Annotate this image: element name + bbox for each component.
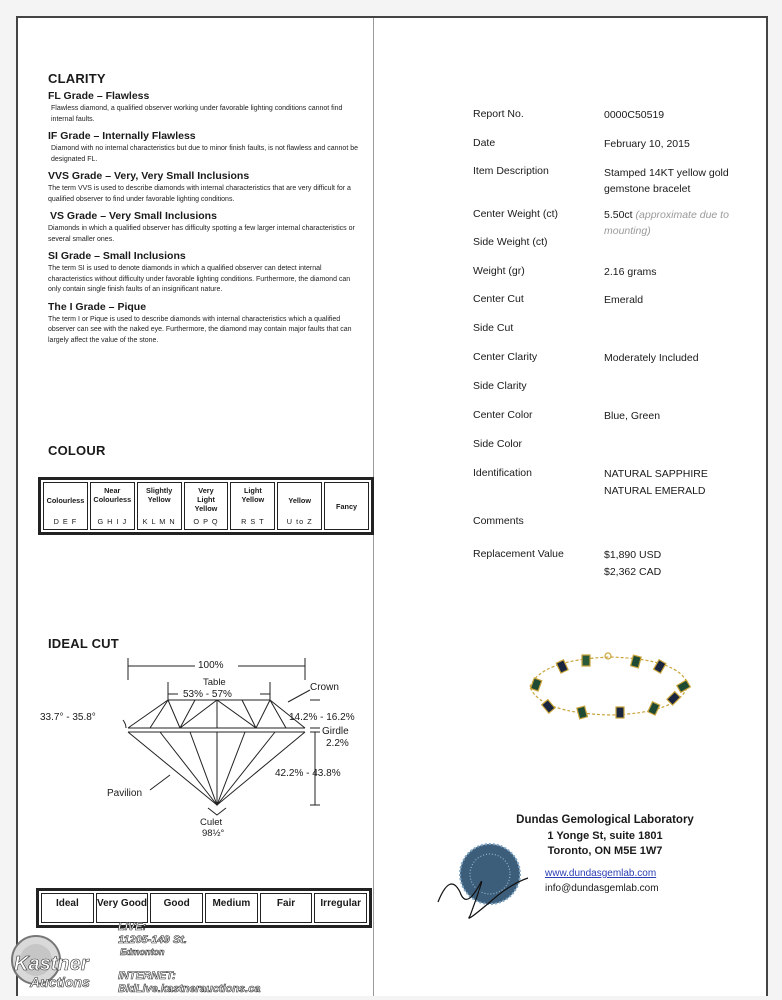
internet-url: BidLive.kastnerauctions.ca bbox=[118, 983, 261, 995]
center-weight-amount: 5.50ct bbox=[604, 209, 633, 221]
colour-cell-label: Light Yellow bbox=[241, 486, 265, 504]
pavilion-depth-label: 42.2% - 43.8% bbox=[275, 768, 341, 779]
side-color-label: Side Color bbox=[473, 438, 523, 450]
girdle-value: 2.2% bbox=[326, 738, 349, 749]
lab-contact bbox=[545, 868, 659, 894]
brand-line1: Kastner bbox=[14, 953, 89, 975]
hologram-seal bbox=[430, 832, 540, 927]
cut-grade-cell: Ideal bbox=[41, 893, 94, 923]
lab-name: Dundas Gemological Laboratory bbox=[516, 814, 694, 826]
brand-line2: Auctions bbox=[30, 974, 90, 990]
clarity-grade-item bbox=[48, 130, 364, 165]
lab-address-line1: 1 Yonge St, suite 1801 bbox=[547, 830, 663, 842]
item-description-label: Item Description bbox=[473, 165, 549, 177]
colour-title: COLOUR bbox=[48, 443, 106, 458]
side-clarity-label: Side Clarity bbox=[473, 380, 527, 392]
center-weight-label: Center Weight (ct) bbox=[473, 208, 558, 220]
clarity-grade-item bbox=[48, 250, 364, 296]
colour-cell-label: Slightly Yellow bbox=[145, 486, 173, 504]
center-cut-value: Emerald bbox=[604, 294, 644, 306]
clarity-grade-text: Diamonds in which a qualified observer has difficulty spotting a few larger internal characteristics or several smaller ones. bbox=[48, 225, 355, 243]
item-description-value: Stamped 14KT yellow gold gemstone bracelet bbox=[604, 167, 729, 195]
center-weight-note: (approximate due to mounting) bbox=[604, 209, 729, 237]
colour-cell-grades: G H I J bbox=[97, 517, 128, 526]
cut-grade-cell: Medium bbox=[205, 893, 258, 923]
clarity-grade-item bbox=[48, 301, 364, 347]
lab-address-line2: Toronto, ON M5E 1W7 bbox=[547, 845, 663, 857]
auction-watermark bbox=[0, 920, 260, 1000]
colour-grade-table bbox=[38, 477, 374, 535]
lab-website-link[interactable]: www.dundasgemlab.com bbox=[545, 868, 657, 879]
culet-value: 98½° bbox=[202, 828, 225, 839]
colour-cell bbox=[137, 482, 182, 530]
colour-cell bbox=[43, 482, 88, 530]
width-percent-label: 100% bbox=[198, 660, 224, 671]
table-label: Table bbox=[203, 677, 226, 688]
weight-gr-label: Weight (gr) bbox=[473, 265, 525, 277]
colour-cell-label: Near Colourless bbox=[93, 486, 132, 504]
culet-label: Culet bbox=[200, 817, 223, 828]
colour-cell-label: Colourless bbox=[46, 496, 85, 505]
side-weight-label: Side Weight (ct) bbox=[473, 236, 548, 248]
replacement-value-usd: $1,890 USD bbox=[604, 549, 662, 561]
internet-label: INTERNET: bbox=[118, 970, 176, 982]
crown-angle-label: 33.7° - 35.8° bbox=[40, 712, 96, 723]
date-value: February 10, 2015 bbox=[604, 138, 690, 150]
colour-cell bbox=[230, 482, 275, 530]
weight-gr-value: 2.16 grams bbox=[604, 266, 657, 278]
identification-value-2: NATURAL EMERALD bbox=[604, 485, 706, 497]
clarity-grade-text: The term VVS is used to describe diamonds with internal characteristics that are very difficult for a qualified observer to find under favorable lighting conditions. bbox=[48, 185, 351, 203]
clarity-grade-list bbox=[48, 90, 364, 351]
clarity-grade-heading: VS Grade – Very Small Inclusions bbox=[50, 210, 217, 222]
colour-cell-grades: D E F bbox=[53, 517, 78, 526]
clarity-grade-heading: IF Grade – Internally Flawless bbox=[48, 130, 196, 142]
center-cut-label: Center Cut bbox=[473, 293, 524, 305]
colour-cell-grades: U to Z bbox=[286, 517, 313, 526]
pavilion-label: Pavilion bbox=[107, 788, 143, 799]
clarity-grade-heading: FL Grade – Flawless bbox=[48, 90, 150, 102]
girdle-label: Girdle bbox=[322, 726, 349, 737]
comments-label: Comments bbox=[473, 515, 524, 527]
ideal-cut-title: IDEAL CUT bbox=[48, 636, 119, 651]
clarity-grade-heading: The I Grade – Pique bbox=[48, 300, 147, 313]
identification-value-1: NATURAL SAPPHIRE bbox=[604, 468, 708, 480]
clarity-grade-heading: VVS Grade – Very, Very Small Inclusions bbox=[48, 170, 250, 182]
crown-label: Crown bbox=[310, 682, 339, 693]
clarity-grade-item bbox=[48, 210, 364, 245]
colour-cell bbox=[277, 482, 322, 530]
colour-cell-label: Fancy bbox=[336, 501, 358, 511]
clarity-grade-text: The term SI is used to denote diamonds in which a qualified observer can detect internal characteristics without difficulty under favorable lighting conditions. Furthermore, the diamond can only contain single finish faults of an insignificant nature. bbox=[48, 265, 351, 293]
side-cut-label: Side Cut bbox=[473, 322, 514, 334]
cut-grade-cell: Very Good bbox=[96, 893, 149, 923]
colour-cell bbox=[324, 482, 369, 530]
center-color-label: Center Color bbox=[473, 409, 533, 421]
table-range-label: 53% - 57% bbox=[183, 689, 232, 700]
date-label: Date bbox=[473, 137, 496, 149]
clarity-grade-text: Diamond with no internal characteristics but due to minor finish faults, is not flawless and cannot be designated FL. bbox=[51, 145, 358, 163]
identification-label: Identification bbox=[473, 467, 532, 479]
report-no-label: Report No. bbox=[473, 108, 524, 120]
colour-cell-label: Yellow bbox=[288, 496, 312, 505]
center-clarity-label: Center Clarity bbox=[473, 351, 538, 363]
colour-cell bbox=[90, 482, 135, 530]
bracelet-photo bbox=[520, 645, 700, 725]
clarity-grade-text: Flawless diamond, a qualified observer working under favorable lighting conditions cannot find internal faults. bbox=[51, 105, 343, 123]
clarity-grade-text: The term I or Pique is used to describe diamonds with internal characteristics which a qualified observer can see with the naked eye. Furthermore, the diamond may contain major faults that can largely affect the value of the stone. bbox=[48, 315, 352, 344]
clarity-title: CLARITY bbox=[48, 71, 106, 86]
clarity-grade-item bbox=[48, 170, 364, 205]
center-clarity-value: Moderately Included bbox=[604, 352, 699, 364]
colour-cell-grades: R S T bbox=[241, 517, 265, 526]
cut-grade-cell: Fair bbox=[260, 893, 313, 923]
live-label: LIVE: bbox=[118, 921, 147, 933]
center-weight-value bbox=[604, 207, 754, 239]
colour-cell-label: Very Light Yellow bbox=[194, 486, 218, 513]
clarity-grade-heading: SI Grade – Small Inclusions bbox=[48, 250, 186, 262]
lab-email: info@dundasgemlab.com bbox=[545, 883, 659, 894]
crown-height-label: 14.2% - 16.2% bbox=[289, 712, 355, 723]
center-color-value: Blue, Green bbox=[604, 410, 661, 422]
colour-cell bbox=[184, 482, 229, 530]
replacement-value-cad: $2,362 CAD bbox=[604, 566, 662, 578]
report-no-value: 0000C50519 bbox=[604, 109, 665, 121]
live-city: Edmonton bbox=[120, 947, 165, 957]
cut-grade-cell: Good bbox=[150, 893, 203, 923]
cut-grade-cell: Irregular bbox=[314, 893, 367, 923]
clarity-grade-item bbox=[48, 90, 364, 125]
replacement-value-label: Replacement Value bbox=[473, 548, 564, 560]
colour-cell-grades: K L M N bbox=[142, 517, 176, 526]
live-address: 11205-149 St. bbox=[118, 934, 187, 946]
colour-cell-grades: O P Q bbox=[193, 517, 219, 526]
